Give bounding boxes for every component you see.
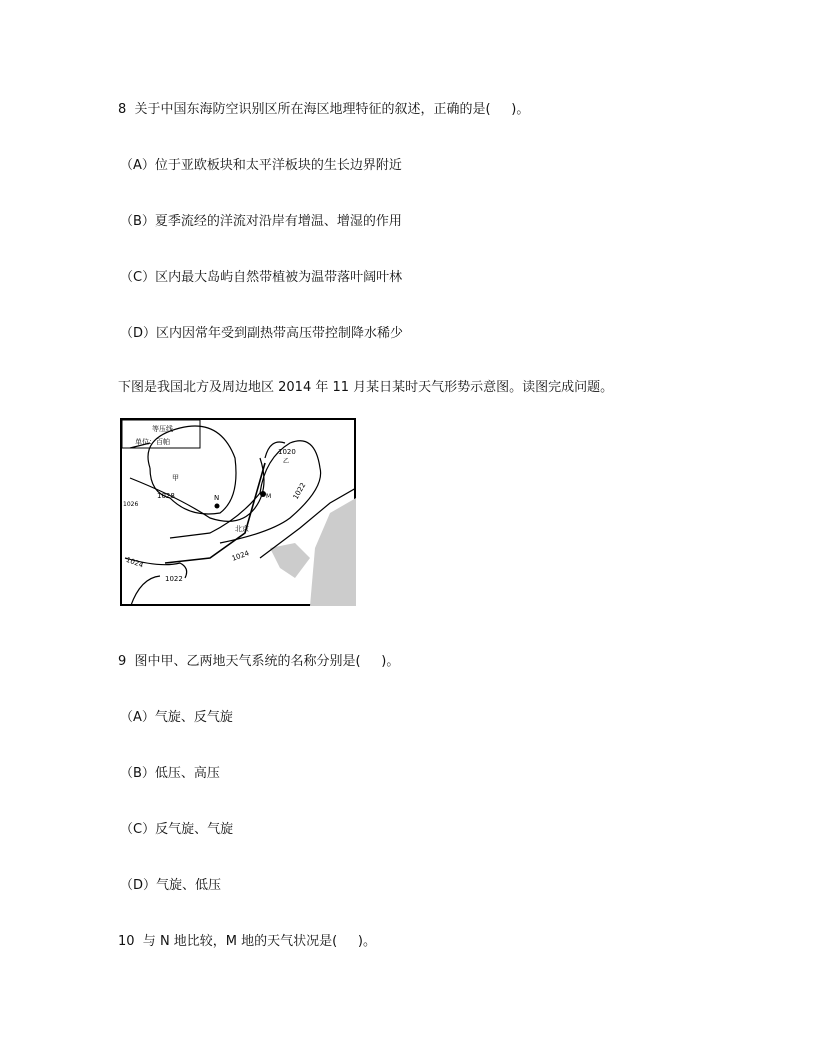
question-9-stem: 9 图中甲、乙两地天气系统的名称分别是( )。 [118,654,400,669]
label-beijing: 北京 [235,525,249,533]
label-1020: 1020 [278,448,296,456]
q8-option-c: （C）区内最大岛屿自然带植被为温带落叶阔叶林 [120,270,403,285]
question-8-stem: 8 关于中国东海防空识别区所在海区地理特征的叙述，正确的是( )。 [118,102,530,117]
q9-option-d: （D）气旋、低压 [120,878,222,893]
q8-option-d: （D）区内因常年受到副热带高压带控制降水稀少 [120,326,404,341]
q9-option-b: （B）低压、高压 [120,766,220,781]
question-10-stem: 10 与 N 地比较，M 地的天气状况是( )。 [118,934,376,949]
legend-unit: 单位：百帕 [135,438,170,446]
label-1024-b: 1024 [124,555,145,570]
label-n: N [214,494,220,502]
label-jia: 甲 [172,474,179,482]
legend-isobar: 等压线 [152,425,173,433]
label-1026: 1026 [123,501,139,508]
q8-option-b: （B）夏季流经的洋流对沿岸有增温、增湿的作用 [120,214,402,229]
intro-text: 下图是我国北方及周边地区 2014 年 11 月某日某时天气形势示意图。读图完成问题。 [118,380,614,395]
q8-option-a: （A）位于亚欧板块和太平洋板块的生长边界附近 [120,158,402,173]
q9-option-c: （C）反气旋、气旋 [120,822,234,837]
q9-option-a: （A）气旋、反气旋 [120,710,233,725]
label-1024-a: 1024 [230,549,251,563]
label-m: M [266,493,272,500]
label-1022-b: 1022 [165,575,183,583]
label-1028: 1028 [157,492,175,500]
label-yi: 乙 [283,458,290,465]
label-1022-a: 1022 [291,481,308,501]
weather-map [120,418,356,606]
